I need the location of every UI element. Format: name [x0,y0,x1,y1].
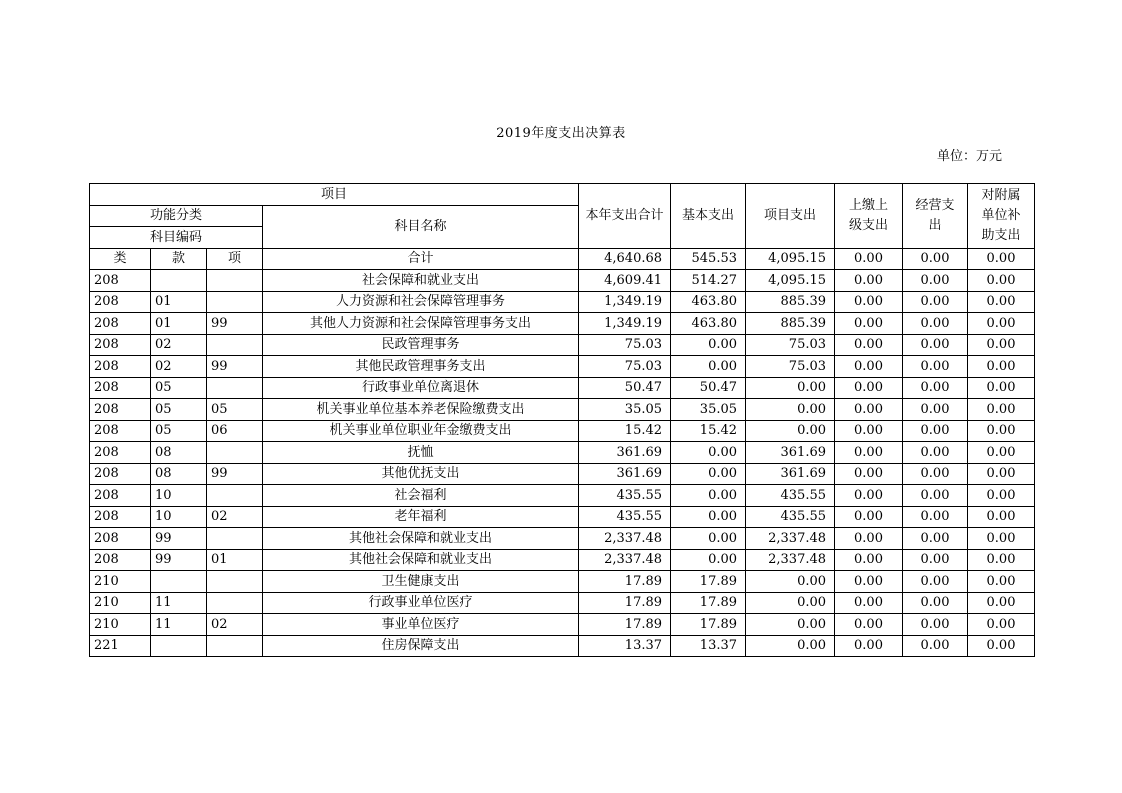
cell-business: 0.00 [903,614,968,636]
cell-subject-name: 其他人力资源和社会保障管理事务支出 [263,313,579,335]
cell-business: 0.00 [903,356,968,378]
cell-business: 0.00 [903,635,968,657]
cell-lei: 210 [90,592,151,614]
cell-lei: 208 [90,506,151,528]
cell-subsidy: 0.00 [968,463,1035,485]
header-subject-code: 科目编码 [90,227,263,249]
total-row-basic: 545.53 [671,248,746,270]
cell-kuan [151,635,207,657]
table-row [90,399,1035,421]
cell-total: 2,337.48 [579,549,671,571]
cell-basic: 463.80 [671,313,746,335]
cell-lei: 208 [90,442,151,464]
table-row [90,635,1035,657]
cell-total: 50.47 [579,377,671,399]
cell-xiang [207,528,263,550]
cell-xiang [207,334,263,356]
header-basic: 基本支出 [671,184,746,249]
cell-xiang: 05 [207,399,263,421]
table-row [90,528,1035,550]
table-row [90,291,1035,313]
cell-subsidy: 0.00 [968,442,1035,464]
cell-basic: 17.89 [671,592,746,614]
cell-kuan: 02 [151,356,207,378]
total-row-upper: 0.00 [835,248,903,270]
cell-subsidy: 0.00 [968,377,1035,399]
cell-basic: 0.00 [671,334,746,356]
cell-basic: 0.00 [671,506,746,528]
cell-upper: 0.00 [835,635,903,657]
cell-business: 0.00 [903,334,968,356]
cell-business: 0.00 [903,571,968,593]
cell-subsidy: 0.00 [968,334,1035,356]
cell-kuan: 11 [151,614,207,636]
cell-upper: 0.00 [835,442,903,464]
cell-subject-name: 抚恤 [263,442,579,464]
cell-upper: 0.00 [835,463,903,485]
header-total: 本年支出合计 [579,184,671,249]
cell-kuan: 05 [151,377,207,399]
cell-subsidy: 0.00 [968,614,1035,636]
cell-basic: 0.00 [671,528,746,550]
cell-basic: 50.47 [671,377,746,399]
cell-total: 435.55 [579,506,671,528]
header-subject-name: 科目名称 [263,205,579,248]
table-row [90,463,1035,485]
cell-business: 0.00 [903,528,968,550]
cell-kuan: 08 [151,442,207,464]
cell-basic: 0.00 [671,549,746,571]
table-row [90,506,1035,528]
cell-total: 17.89 [579,571,671,593]
cell-lei: 208 [90,549,151,571]
cell-total: 1,349.19 [579,291,671,313]
cell-basic: 514.27 [671,270,746,292]
table-row [90,549,1035,571]
cell-total: 4,609.41 [579,270,671,292]
cell-xiang [207,377,263,399]
cell-subsidy: 0.00 [968,592,1035,614]
cell-xiang: 99 [207,463,263,485]
cell-project: 0.00 [746,377,835,399]
cell-project: 0.00 [746,592,835,614]
table-row [90,592,1035,614]
cell-subject-name: 社会福利 [263,485,579,507]
table-row [90,571,1035,593]
cell-basic: 0.00 [671,356,746,378]
cell-subject-name: 住房保障支出 [263,635,579,657]
cell-basic: 17.89 [671,614,746,636]
cell-xiang: 99 [207,313,263,335]
header-func-class: 功能分类 [90,205,263,227]
total-row-project: 4,095.15 [746,248,835,270]
cell-total: 75.03 [579,356,671,378]
cell-lei: 208 [90,485,151,507]
table-row [90,313,1035,335]
cell-business: 0.00 [903,592,968,614]
cell-project: 885.39 [746,291,835,313]
cell-business: 0.00 [903,442,968,464]
cell-upper: 0.00 [835,485,903,507]
cell-total: 35.05 [579,399,671,421]
cell-business: 0.00 [903,377,968,399]
total-row-subsidy: 0.00 [968,248,1035,270]
cell-project: 361.69 [746,463,835,485]
table-row [90,420,1035,442]
table-row [90,334,1035,356]
cell-subject-name: 其他社会保障和就业支出 [263,528,579,550]
cell-total: 435.55 [579,485,671,507]
cell-xiang: 99 [207,356,263,378]
cell-project: 0.00 [746,399,835,421]
cell-kuan: 99 [151,549,207,571]
cell-kuan: 10 [151,506,207,528]
cell-project: 0.00 [746,571,835,593]
cell-basic: 0.00 [671,463,746,485]
cell-project: 435.55 [746,485,835,507]
cell-kuan [151,571,207,593]
header-subsidy: 对附属单位补助支出 [968,184,1035,249]
cell-kuan [151,270,207,292]
cell-subsidy: 0.00 [968,528,1035,550]
header-kuan: 款 [151,248,207,270]
cell-subsidy: 0.00 [968,549,1035,571]
cell-total: 2,337.48 [579,528,671,550]
cell-subject-name: 卫生健康支出 [263,571,579,593]
cell-business: 0.00 [903,463,968,485]
cell-subject-name: 行政事业单位医疗 [263,592,579,614]
cell-upper: 0.00 [835,377,903,399]
table-row [90,270,1035,292]
cell-lei: 208 [90,313,151,335]
cell-kuan: 11 [151,592,207,614]
table-row [90,377,1035,399]
cell-project: 0.00 [746,614,835,636]
cell-upper: 0.00 [835,313,903,335]
cell-kuan: 99 [151,528,207,550]
header-project-expenditure: 项目支出 [746,184,835,249]
cell-business: 0.00 [903,399,968,421]
cell-subsidy: 0.00 [968,635,1035,657]
cell-xiang [207,485,263,507]
total-row-name: 合计 [263,248,579,270]
cell-business: 0.00 [903,313,968,335]
cell-upper: 0.00 [835,528,903,550]
cell-upper: 0.00 [835,571,903,593]
cell-project: 435.55 [746,506,835,528]
cell-subsidy: 0.00 [968,356,1035,378]
cell-subject-name: 民政管理事务 [263,334,579,356]
cell-lei: 208 [90,463,151,485]
cell-kuan: 05 [151,420,207,442]
cell-total: 75.03 [579,334,671,356]
cell-business: 0.00 [903,291,968,313]
cell-business: 0.00 [903,485,968,507]
cell-subject-name: 其他民政管理事务支出 [263,356,579,378]
cell-subsidy: 0.00 [968,399,1035,421]
cell-subsidy: 0.00 [968,270,1035,292]
cell-total: 17.89 [579,614,671,636]
cell-project: 2,337.48 [746,528,835,550]
cell-lei: 210 [90,571,151,593]
cell-upper: 0.00 [835,334,903,356]
cell-xiang: 01 [207,549,263,571]
cell-total: 361.69 [579,463,671,485]
header-row-1 [90,184,1035,206]
cell-upper: 0.00 [835,549,903,571]
cell-business: 0.00 [903,549,968,571]
header-project: 项目 [90,184,579,206]
cell-lei: 208 [90,420,151,442]
cell-project: 885.39 [746,313,835,335]
expenditure-table [89,183,1035,657]
cell-total: 1,349.19 [579,313,671,335]
cell-subject-name: 行政事业单位离退休 [263,377,579,399]
table-row [90,356,1035,378]
cell-xiang [207,571,263,593]
cell-lei: 208 [90,291,151,313]
total-row-total: 4,640.68 [579,248,671,270]
cell-subsidy: 0.00 [968,291,1035,313]
cell-kuan: 02 [151,334,207,356]
cell-upper: 0.00 [835,592,903,614]
cell-xiang [207,635,263,657]
cell-lei: 208 [90,270,151,292]
header-upper: 上缴上级支出 [835,184,903,249]
cell-basic: 13.37 [671,635,746,657]
cell-subsidy: 0.00 [968,571,1035,593]
cell-lei: 208 [90,528,151,550]
cell-lei: 210 [90,614,151,636]
cell-upper: 0.00 [835,614,903,636]
cell-project: 75.03 [746,334,835,356]
cell-project: 4,095.15 [746,270,835,292]
cell-upper: 0.00 [835,291,903,313]
cell-xiang [207,270,263,292]
cell-xiang: 02 [207,506,263,528]
cell-kuan: 10 [151,485,207,507]
cell-basic: 35.05 [671,399,746,421]
cell-xiang: 06 [207,420,263,442]
cell-basic: 0.00 [671,442,746,464]
header-xiang: 项 [207,248,263,270]
cell-business: 0.00 [903,506,968,528]
cell-project: 0.00 [746,635,835,657]
cell-upper: 0.00 [835,399,903,421]
cell-kuan: 01 [151,291,207,313]
table-body [90,184,1035,657]
cell-subject-name: 社会保障和就业支出 [263,270,579,292]
cell-total: 13.37 [579,635,671,657]
cell-project: 2,337.48 [746,549,835,571]
cell-subject-name: 其他优抚支出 [263,463,579,485]
cell-lei: 208 [90,377,151,399]
cell-business: 0.00 [903,270,968,292]
cell-kuan: 01 [151,313,207,335]
cell-upper: 0.00 [835,270,903,292]
total-row-business: 0.00 [903,248,968,270]
cell-total: 15.42 [579,420,671,442]
cell-xiang [207,592,263,614]
table-row [90,442,1035,464]
header-lei: 类 [90,248,151,270]
cell-subject-name: 事业单位医疗 [263,614,579,636]
cell-upper: 0.00 [835,506,903,528]
table-row [90,485,1035,507]
cell-kuan: 08 [151,463,207,485]
cell-basic: 17.89 [671,571,746,593]
cell-xiang [207,442,263,464]
cell-kuan: 05 [151,399,207,421]
cell-upper: 0.00 [835,356,903,378]
cell-upper: 0.00 [835,420,903,442]
cell-total: 361.69 [579,442,671,464]
cell-project: 361.69 [746,442,835,464]
cell-project: 0.00 [746,420,835,442]
cell-lei: 221 [90,635,151,657]
header-row-4 [90,248,1035,270]
cell-subject-name: 机关事业单位基本养老保险缴费支出 [263,399,579,421]
cell-basic: 463.80 [671,291,746,313]
table-row [90,614,1035,636]
cell-subject-name: 人力资源和社会保障管理事务 [263,291,579,313]
cell-lei: 208 [90,399,151,421]
cell-project: 75.03 [746,356,835,378]
cell-subsidy: 0.00 [968,506,1035,528]
cell-subject-name: 其他社会保障和就业支出 [263,549,579,571]
cell-xiang [207,291,263,313]
unit-label: 单位：万元 [936,149,1002,164]
cell-business: 0.00 [903,420,968,442]
cell-basic: 15.42 [671,420,746,442]
cell-subsidy: 0.00 [968,485,1035,507]
cell-lei: 208 [90,334,151,356]
cell-subject-name: 机关事业单位职业年金缴费支出 [263,420,579,442]
cell-subject-name: 老年福利 [263,506,579,528]
cell-subsidy: 0.00 [968,420,1035,442]
cell-total: 17.89 [579,592,671,614]
cell-xiang: 02 [207,614,263,636]
header-business: 经营支出 [903,184,968,249]
page-title: 2019年度支出决算表 [496,126,626,141]
cell-subsidy: 0.00 [968,313,1035,335]
cell-lei: 208 [90,356,151,378]
cell-basic: 0.00 [671,485,746,507]
